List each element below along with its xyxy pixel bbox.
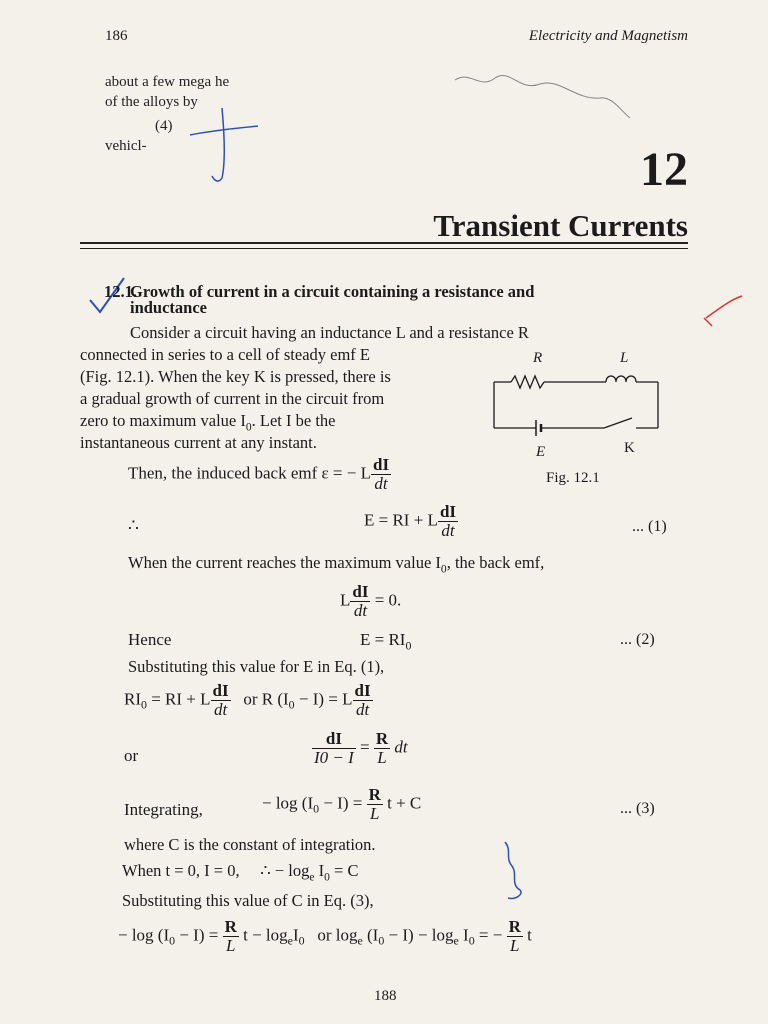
- para-line-1: Consider a circuit having an inductance L and a resistance R: [130, 323, 529, 342]
- initial-condition: When t = 0, I = 0, ∴ − $\log_e I_0 = C$: [122, 861, 359, 884]
- equation-3-number: ... (3): [620, 800, 655, 817]
- back-emf-equation: Then, the induced back emf ε = − L $\frac{dI}{dt}$: [128, 455, 390, 493]
- circuit-label-e: E: [536, 444, 546, 460]
- zero-emf-equation: L $\frac{dI}{dt}$ = 0.: [340, 582, 402, 620]
- figure-caption: Fig. 12.1: [546, 470, 600, 486]
- therefore-symbol: ∴: [128, 516, 139, 535]
- scrap-line-1: about a few mega he: [105, 74, 230, 90]
- para-line-5: zero to maximum value $I_0$. Let I be the: [80, 411, 336, 434]
- page-number-header: 186: [105, 28, 128, 44]
- chapter-title: Transient Currents: [433, 208, 688, 243]
- equation-a: $RI_0$ = RI + L $\frac{dI}{dt}$ or R $(I_0 - I) = L$ $\frac{dI}{dt}$: [124, 681, 371, 719]
- chapter-number: 12: [640, 143, 688, 196]
- para-line-2: connected in series to a cell of steady emf E: [80, 345, 371, 364]
- circuit-label-r: R: [533, 350, 543, 366]
- circuit-diagram: [486, 350, 686, 470]
- equation-3: − $\log (I_0 - I)$ = $\frac{R}{L}$ t + C: [262, 785, 422, 823]
- constant-text: where C is the constant of integration.: [124, 835, 376, 854]
- scrap-line-4: vehicl-: [105, 138, 147, 154]
- or-label: or: [124, 746, 139, 765]
- equation-2: $E = RI_0$: [360, 630, 412, 653]
- scrap-line-3: (4): [155, 118, 173, 134]
- chapter-rule-thick: [80, 242, 688, 244]
- substitution-text-2: Substituting this value of C in Eq. (3),: [122, 891, 374, 910]
- para-line-3: (Fig. 12.1). When the key K is pressed, there is: [80, 367, 391, 386]
- circuit-label-k: K: [624, 440, 635, 456]
- equation-2-number: ... (2): [620, 631, 655, 648]
- hence-label: Hence: [128, 630, 172, 649]
- max-current-text: When the current reaches the maximum value $I_0$, the back emf,: [128, 553, 545, 576]
- equation-1: E = RI + L $\frac{dI}{dt}$: [364, 502, 457, 540]
- para-line-6: instantaneous current at any instant.: [80, 433, 317, 452]
- circuit-label-l: L: [620, 350, 629, 366]
- page-number-footer: 188: [374, 988, 397, 1004]
- running-title: Electricity and Magnetism: [528, 28, 688, 44]
- equation-final: − $\log (I_0 - I)$ = $\frac{R}{L}$ $t - \log_eI_0$ or $\log_e (I_0 - I) - \log_e I_0$ = − $\frac{R}{L}$ t: [118, 917, 532, 955]
- section-title-line2: inductance: [130, 298, 208, 317]
- chapter-rule-thin: [80, 248, 688, 249]
- integrating-label: Integrating,: [124, 800, 203, 819]
- para-line-4: a gradual growth of current in the circuit from: [80, 389, 385, 408]
- scrap-line-2: of the alloys by: [105, 94, 198, 110]
- substitution-text-1: Substituting this value for E in Eq. (1),: [128, 657, 385, 676]
- equation-1-number: ... (1): [632, 518, 667, 535]
- section-number: 12.1.: [104, 282, 137, 301]
- section-title-line1: Growth of current in a circuit containing a resistance and: [130, 282, 535, 301]
- equation-b: $\frac{dI}{I0 - I}$ = $\frac{R}{L}$ dt: [314, 729, 408, 767]
